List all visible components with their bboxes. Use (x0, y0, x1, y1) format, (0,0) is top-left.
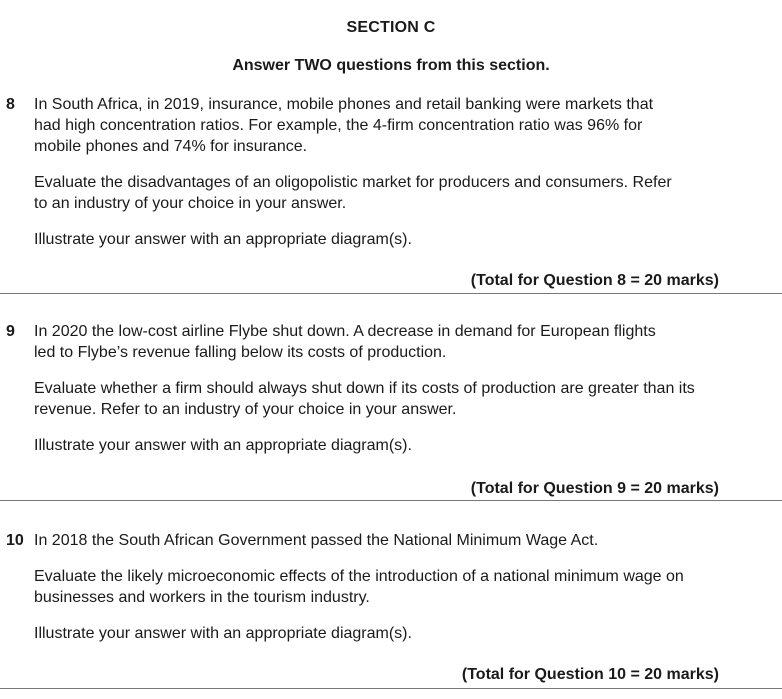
question-number: 10 (6, 532, 24, 549)
question-divider (0, 293, 782, 294)
section-instruction: Answer TWO questions from this section. (232, 57, 550, 74)
question-total: (Total for Question 10 = 20 marks) (461, 666, 719, 683)
question-task: Evaluate the disadvantages of an oligopolistic market for producers and consumers. Refer to an industry of your choice in your answer. (34, 174, 672, 212)
question-total: (Total for Question 8 = 20 marks) (470, 272, 719, 289)
question-stimulus: In 2020 the low-cost airline Flybe shut down. A decrease in demand for European flights led to Flybe’s revenue falling below its costs of production. (34, 323, 656, 361)
question-divider (0, 500, 782, 501)
question-diagram-instruction: Illustrate your answer with an appropriate diagram(s). (34, 231, 412, 248)
question-number: 8 (6, 96, 15, 113)
section-title: SECTION C (346, 19, 436, 36)
question-divider (0, 688, 782, 689)
question-body (34, 321, 714, 456)
question-stimulus: In 2018 the South African Government passed the National Minimum Wage Act. (34, 532, 599, 549)
question-task: Evaluate the likely microeconomic effects of the introduction of a national minimum wage on businesses and workers in the tourism industry. (34, 568, 684, 606)
question-total: (Total for Question 9 = 20 marks) (470, 480, 719, 497)
question-body (34, 530, 714, 644)
question-body (34, 94, 714, 250)
question-task: Evaluate whether a firm should always shut down if its costs of production are greater than its revenue. Refer to an industry of your choice in your answer. (34, 380, 695, 418)
question-number: 9 (6, 323, 15, 340)
question-diagram-instruction: Illustrate your answer with an appropriate diagram(s). (34, 625, 412, 642)
question-stimulus: In South Africa, in 2019, insurance, mobile phones and retail banking were markets that had high concentration ratios. For example, the 4-firm concentration ratio was 96% for mobile phones and 74% for insurance. (34, 96, 654, 155)
question-diagram-instruction: Illustrate your answer with an appropriate diagram(s). (34, 437, 412, 454)
